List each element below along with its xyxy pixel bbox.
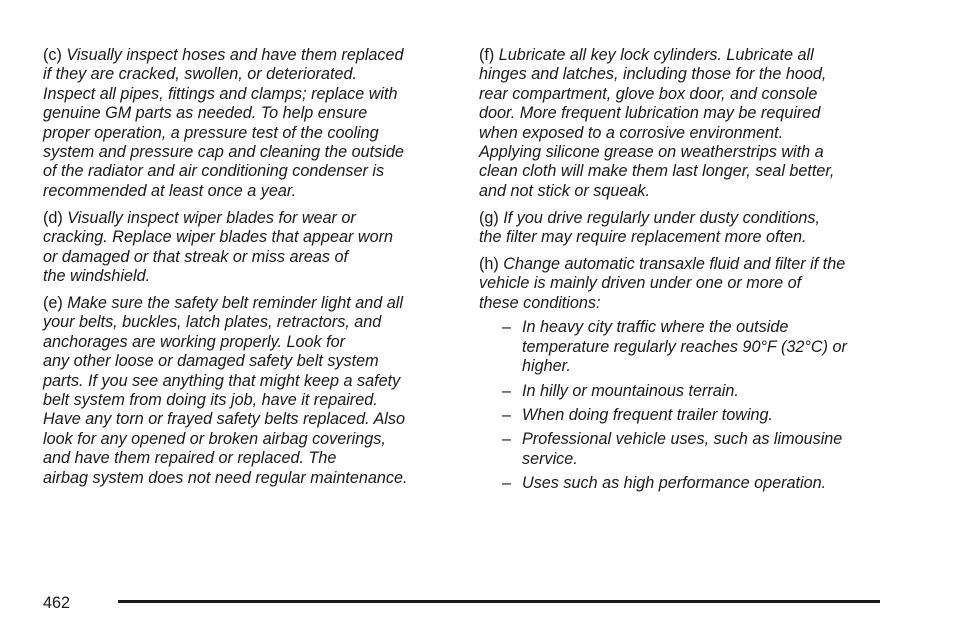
item-g-line: the filter may require replacement more often. (479, 228, 807, 247)
dash-bullet: – (502, 474, 512, 493)
item-h-line: these conditions: (479, 293, 601, 312)
item-c-tag: (c) (43, 46, 62, 64)
dash-bullet: – (502, 318, 512, 337)
condition-line: In hilly or mountainous terrain. (522, 381, 739, 400)
left-column (43, 46, 455, 495)
item-g-line: If you drive regularly under dusty conditions, (503, 208, 821, 227)
condition-line: higher. (522, 357, 571, 376)
item-f-line: hinges and latches, including those for the hood, (479, 65, 827, 84)
condition-line: service. (522, 449, 578, 468)
condition-line: Uses such as high performance operation. (522, 474, 827, 493)
item-e-line: your belts, buckles, latch plates, retractors, and (43, 313, 382, 332)
item-h-line: vehicle is mainly driven under one or more of (479, 274, 802, 293)
item-e-line: look for any opened or broken airbag coverings, (43, 429, 386, 448)
conditions-list (479, 318, 899, 493)
item-f-line: door. More frequent lubrication may be required (479, 104, 821, 123)
item-g-paragraph (479, 209, 899, 248)
item-d-tag: (d) (43, 208, 63, 227)
item-c-line: Visually inspect hoses and have them replaced (66, 46, 404, 64)
condition-item (479, 430, 899, 469)
item-d-line: cracking. Replace wiper blades that appear worn (43, 228, 394, 247)
condition-line: temperature regularly reaches 90°F (32°C) or (522, 337, 847, 356)
item-c-line: genuine GM parts as needed. To help ensure (43, 104, 368, 123)
condition-line: Professional vehicle uses, such as limousine (522, 430, 843, 449)
item-e-line: parts. If you see anything that might keep a safety (43, 371, 401, 390)
item-e-tag: (e) (43, 293, 63, 312)
item-e-line: Have any torn or frayed safety belts replaced. Also (43, 410, 406, 429)
condition-line: When doing frequent trailer towing. (522, 405, 774, 424)
item-c-line: recommended at least once a year. (43, 181, 297, 200)
right-column (479, 46, 899, 499)
item-c-paragraph (43, 46, 455, 201)
item-d-line: Visually inspect wiper blades for wear or (67, 208, 356, 227)
dash-bullet: – (502, 430, 512, 449)
item-c-line: of the radiator and air conditioning condenser is (43, 162, 385, 181)
condition-line: In heavy city traffic where the outside (522, 318, 789, 337)
item-e-line: anchorages are working properly. Look for (43, 332, 346, 351)
item-e-line: airbag system does not need regular maintenance. (43, 468, 408, 487)
dash-bullet: – (502, 405, 512, 424)
item-c-line: system and pressure cap and cleaning the outside (43, 143, 404, 162)
item-c-line: Inspect all pipes, fittings and clamps; replace with (43, 84, 398, 103)
item-e-line: any other loose or damaged safety belt system (43, 352, 379, 371)
item-e-paragraph (43, 294, 455, 488)
item-f-line: clean cloth will make them last longer, seal better, (479, 162, 835, 181)
item-f-tag: (f) (479, 46, 495, 64)
item-g-tag: (g) (479, 208, 499, 227)
condition-item (479, 318, 899, 376)
condition-item (479, 382, 899, 401)
footer-rule (118, 600, 880, 603)
condition-item (479, 474, 899, 493)
item-d-line: the windshield. (43, 266, 151, 285)
dash-bullet: – (502, 381, 512, 400)
item-d-paragraph (43, 209, 455, 287)
item-e-line: and have them repaired or replaced. The (43, 449, 337, 468)
item-e-line: belt system from doing its job, have it repaired. (43, 390, 378, 409)
item-f-line: when exposed to a corrosive environment. (479, 123, 784, 142)
item-e-line: Make sure the safety belt reminder light and all (67, 293, 403, 312)
item-f-line: Lubricate all key lock cylinders. Lubricate all (498, 46, 814, 64)
item-f-line: and not stick or squeak. (479, 181, 650, 200)
item-h-paragraph (479, 255, 899, 313)
item-c-line: if they are cracked, swollen, or deteriorated. (43, 65, 358, 84)
item-h-tag: (h) (479, 255, 499, 274)
item-f-line: rear compartment, glove box door, and console (479, 84, 818, 103)
page-number: 462 (43, 594, 71, 612)
item-f-line: Applying silicone grease on weatherstrips with a (479, 143, 824, 162)
item-d-line: or damaged or that streak or miss areas of (43, 247, 349, 266)
item-c-line: proper operation, a pressure test of the cooling (43, 123, 379, 142)
item-h-line: Change automatic transaxle fluid and filter if the (503, 255, 846, 274)
item-f-paragraph (479, 46, 899, 201)
condition-item (479, 406, 899, 425)
